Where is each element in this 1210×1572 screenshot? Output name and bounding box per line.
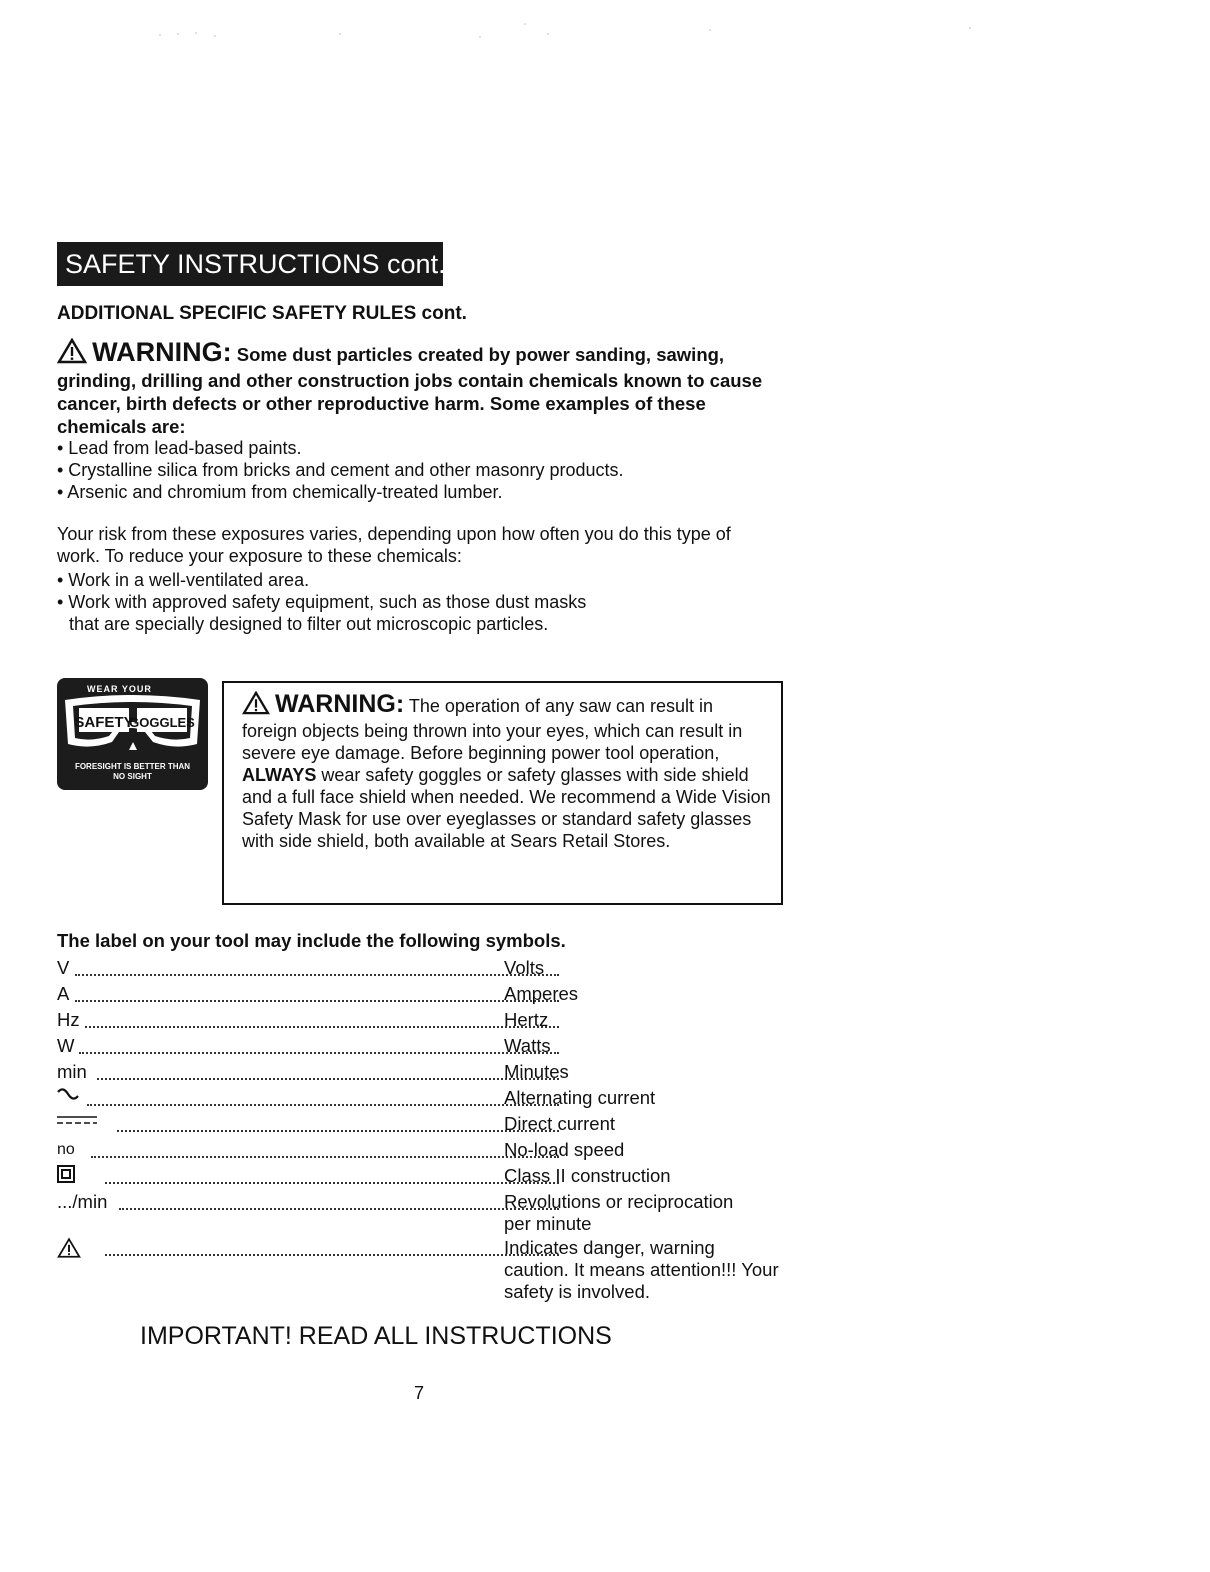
- warning-triangle-icon: [57, 338, 87, 369]
- symbol-key: min: [57, 1061, 87, 1082]
- always-emphasis: ALWAYS: [242, 765, 317, 785]
- svg-text:SAFETY: SAFETY: [74, 714, 134, 731]
- warning-triangle-icon: [57, 1237, 81, 1264]
- class-ii-construction-icon: [57, 1165, 75, 1188]
- symbol-meaning: Amperes: [504, 983, 579, 1004]
- list-item: • Lead from lead-based paints.: [57, 438, 302, 458]
- symbol-meaning: Direct current: [504, 1113, 616, 1134]
- exposure-paragraph: Your risk from these exposures varies, depending upon how often you do this type of work. To reduce your exposure to these chemicals:: [57, 524, 731, 566]
- symbol-row: [57, 1139, 777, 1165]
- list-item: • Work with approved safety equipment, such as those dust masks that are specially designed to filter out microscopic particles.: [57, 592, 587, 634]
- dust-warning-text: Some dust particles created by power sanding, sawing, grinding, drilling and other construction jobs contain chemicals known to cause cancer, birth defects or other reproductive harm. Some examples of these chemicals are:: [57, 344, 763, 437]
- symbol-meaning: Alternating current: [504, 1087, 656, 1108]
- saw-warning-title: WARNING:: [275, 690, 405, 718]
- symbols-intro: The label on your tool may include the following symbols.: [57, 930, 566, 951]
- goggles-icon: [57, 692, 208, 764]
- symbol-row: [57, 1087, 777, 1113]
- badge-top-text: WEAR YOUR: [87, 684, 152, 694]
- symbol-row: [57, 1113, 777, 1139]
- warning-triangle-icon: [242, 691, 270, 720]
- scan-noise: [0, 0, 1210, 40]
- saw-warning-box: [222, 681, 783, 905]
- symbol-meaning: No-load speed: [504, 1139, 625, 1160]
- list-item: • Arsenic and chromium from chemically-treated lumber.: [57, 482, 503, 502]
- symbol-row: [57, 1237, 777, 1303]
- chemical-list: [57, 437, 777, 503]
- symbol-row: [57, 1165, 777, 1191]
- symbol-meaning: Indicates danger, warning caution. It means attention!!! Your safety is involved.: [504, 1237, 779, 1302]
- symbol-row: [57, 1009, 777, 1035]
- symbol-key: W: [57, 1035, 75, 1056]
- symbol-meaning: Hertz: [504, 1009, 549, 1030]
- symbol-meaning: Volts: [504, 957, 545, 978]
- dust-warning-title: WARNING:: [92, 337, 232, 367]
- symbol-key: no: [57, 1141, 75, 1158]
- list-item: • Work in a well-ventilated area.: [57, 570, 310, 590]
- section-subheading: ADDITIONAL SPECIFIC SAFETY RULES cont.: [57, 303, 467, 324]
- saw-warning-text: WARNING: The operation of any saw can result in foreign objects being thrown into your eyes, which can result in severe eye damage. Before beginning power tool operation, ALWAYS wear safety goggles or safety glasses with side shield and a full face shield when needed. We recommend a Wide Vision Safety Mask for use over eyeglasses or standard safety glasses with side shield, both available at Sears Retail Stores.: [242, 690, 771, 851]
- safety-goggles-badge: [57, 678, 208, 790]
- symbol-row: [57, 957, 777, 983]
- svg-text:GOGGLES: GOGGLES: [129, 715, 195, 730]
- direct-current-icon: [57, 1113, 97, 1135]
- symbol-key: Hz: [57, 1009, 80, 1030]
- symbol-key: V: [57, 957, 70, 978]
- exposure-list: [57, 569, 617, 635]
- section-banner: SAFETY INSTRUCTIONS cont.: [57, 242, 443, 286]
- symbol-key: .../min: [57, 1191, 108, 1212]
- symbol-row: [57, 1061, 777, 1087]
- important-notice: IMPORTANT! READ ALL INSTRUCTIONS: [140, 1322, 612, 1350]
- symbol-row: [57, 1035, 777, 1061]
- symbol-meaning: Watts: [504, 1035, 551, 1056]
- symbol-meaning: Minutes: [504, 1061, 569, 1082]
- alternating-current-icon: [57, 1087, 79, 1109]
- badge-bottom-text: FORESIGHT IS BETTER THAN NO SIGHT: [74, 762, 191, 781]
- symbol-row: [57, 1191, 777, 1235]
- list-item: • Crystalline silica from bricks and cement and other masonry products.: [57, 460, 624, 480]
- page-number: 7: [414, 1383, 425, 1403]
- symbol-row: [57, 983, 777, 1009]
- symbol-meaning: Class II construction: [504, 1165, 671, 1186]
- dust-warning: [57, 338, 777, 438]
- symbol-meaning: Revolutions or reciprocation per minute: [504, 1191, 734, 1234]
- symbol-key: A: [57, 983, 70, 1004]
